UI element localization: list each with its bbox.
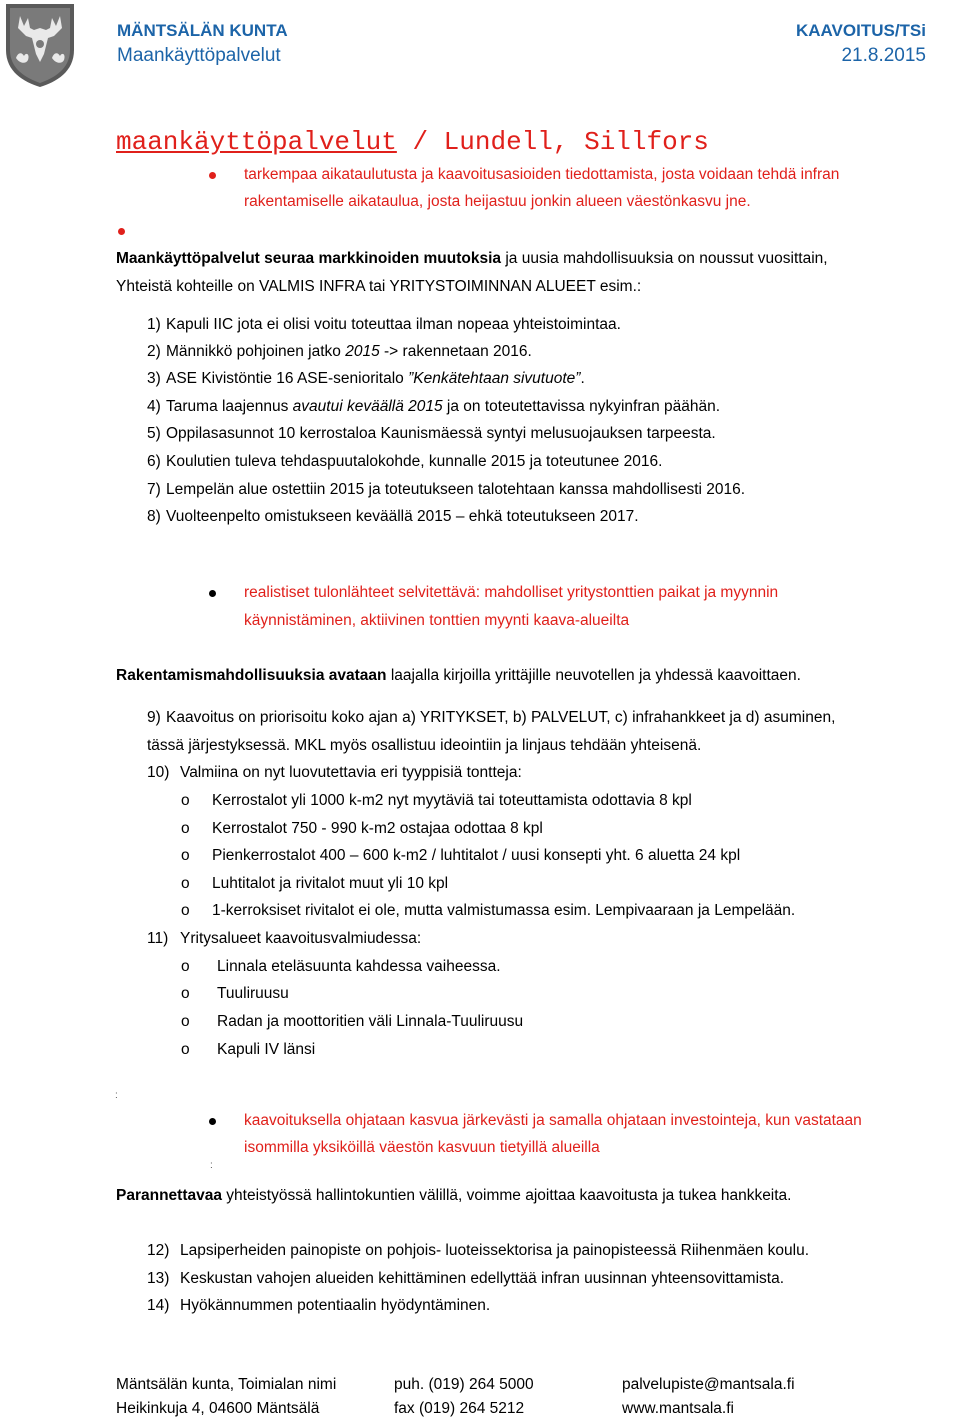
footer-phone: puh. (019) 264 5000 bbox=[394, 1376, 534, 1393]
colon-mark: : bbox=[210, 1160, 213, 1171]
sub-item: 1-kerroksiset rivitalot ei ole, mutta valmistumassa esim. Lempivaaraan ja Lempelään. bbox=[212, 902, 796, 919]
list-number: 13) bbox=[147, 1270, 170, 1287]
footer-website-link[interactable]: www.mantsala.fi bbox=[622, 1400, 734, 1417]
list-number: 2) bbox=[147, 343, 161, 360]
sub-marker: o bbox=[181, 985, 190, 1002]
bullet-marker bbox=[209, 590, 216, 597]
list-number: 14) bbox=[147, 1297, 170, 1314]
list-number: 7) bbox=[147, 481, 161, 498]
bullet1-line1: tarkempaa aikataulutusta ja kaavoitusasioiden tiedottamista, josta voidaan tehdä infran bbox=[244, 166, 840, 183]
item9-line1: Kaavoitus on priorisoitu koko ajan a) YRITYKSET, b) PALVELUT, c) infrahankkeet ja d) asuminen, bbox=[166, 709, 836, 726]
header-dept: Maankäyttöpalvelut bbox=[117, 45, 281, 66]
para3 bbox=[116, 1186, 792, 1206]
footer-org: Mäntsälän kunta, Toimialan nimi bbox=[116, 1376, 337, 1393]
coat-of-arms-logo bbox=[4, 2, 76, 88]
sub-marker: o bbox=[181, 1013, 190, 1030]
bullet-marker bbox=[209, 172, 216, 179]
sub-item: Radan ja moottoritien väli Linnala-Tuuliruusu bbox=[217, 1013, 524, 1030]
sub-marker: o bbox=[181, 958, 190, 975]
sub-marker: o bbox=[181, 1041, 190, 1058]
para1-rest: ja uusia mahdollisuuksia on noussut vuosittain, bbox=[501, 250, 828, 267]
bullet2-line1: realistiset tulonlähteet selvitettävä: mahdolliset yritystonttien paikat ja myynnin bbox=[244, 584, 779, 601]
list-number: 5) bbox=[147, 425, 161, 442]
list-item: Hyökännummen potentiaalin hyödyntäminen. bbox=[180, 1297, 491, 1314]
sub-marker: o bbox=[181, 792, 190, 809]
sub-item: Kerrostalot yli 1000 k-m2 nyt myytäviä tai toteuttamista odottavia 8 kpl bbox=[212, 792, 692, 809]
page-title bbox=[116, 127, 709, 157]
header-org: MÄNTSÄLÄN KUNTA bbox=[117, 21, 288, 40]
list-number: 3) bbox=[147, 370, 161, 387]
para1-bold: Maankäyttöpalvelut seuraa markkinoiden muutoksia bbox=[116, 250, 502, 267]
colon-mark: : bbox=[115, 1090, 118, 1101]
list-item: Koulutien tuleva tehdaspuutalokohde, kunnalle 2015 ja toteutunee 2016. bbox=[166, 453, 663, 470]
para2-rest: laajalla kirjoilla yrittäjille neuvotellen ja yhdessä kaavoittaen. bbox=[386, 667, 801, 684]
sub-item: Kapuli IV länsi bbox=[217, 1041, 316, 1058]
sub-item: Linnala eteläsuunta kahdessa vaiheessa. bbox=[217, 958, 501, 975]
list-item: Keskustan vahojen alueiden kehittäminen edellyttää infran uusinnan yhteensovittamista. bbox=[180, 1270, 785, 1287]
sub-marker: o bbox=[181, 820, 190, 837]
bullet1-line2: rakentamiselle aikataulua, josta heijastuu jonkin alueen väestönkasvu jne. bbox=[244, 193, 751, 210]
bullet3-line1: kaavoituksella ohjataan kasvua järkevästi ja samalla ohjataan investointeja, kun vastataan bbox=[244, 1112, 862, 1129]
item10-text: Valmiina on nyt luovutettavia eri tyyppisiä tontteja: bbox=[180, 764, 522, 781]
footer-email-link[interactable]: palvelupiste@mantsala.fi bbox=[622, 1376, 795, 1393]
title-link[interactable]: maankäyttöpalvelut bbox=[116, 127, 397, 157]
sub-item: Pienkerrostalot 400 – 600 k-m2 / luhtitalot / uusi konsepti yht. 6 aluetta 24 kpl bbox=[212, 847, 741, 864]
sub-marker: o bbox=[181, 902, 190, 919]
list-number: 8) bbox=[147, 508, 161, 525]
sub-marker: o bbox=[181, 875, 190, 892]
list-item: Taruma laajennus avautui keväällä 2015 ja on toteutettavissa nykyinfran päähän. bbox=[166, 398, 721, 415]
list-item: Vuolteenpelto omistukseen keväällä 2015 – ehkä toteutukseen 2017. bbox=[166, 508, 639, 525]
para3-rest: yhteistyössä hallintokuntien välillä, voimme ajoittaa kaavoitusta ja tukea hankkeita. bbox=[221, 1187, 792, 1204]
bullet-marker bbox=[209, 1118, 216, 1125]
footer-fax: fax (019) 264 5212 bbox=[394, 1400, 525, 1417]
bullet-marker-empty bbox=[118, 228, 125, 235]
list-number: 9) bbox=[147, 709, 161, 726]
list-item: Oppilasasunnot 10 kerrostaloa Kaunismäessä syntyi melusuojauksen tarpeesta. bbox=[166, 425, 716, 442]
list-item: Lempelän alue ostettiin 2015 ja toteutukseen talotehtaan kanssa mahdollisesti 2016. bbox=[166, 481, 746, 498]
sub-item: Tuuliruusu bbox=[217, 985, 289, 1002]
para2 bbox=[116, 666, 801, 686]
footer-address: Heikinkuja 4, 04600 Mäntsälä bbox=[116, 1400, 320, 1417]
title-rest: / Lundell, Sillfors bbox=[396, 127, 709, 157]
bullet3-line2: isommilla yksiköillä väestön kasvuun tietyillä alueilla bbox=[244, 1139, 600, 1156]
list-number: 4) bbox=[147, 398, 161, 415]
header-ref: KAAVOITUS/TSi bbox=[795, 21, 926, 40]
sub-item: Kerrostalot 750 - 990 k-m2 ostajaa odottaa 8 kpl bbox=[212, 820, 543, 837]
list-number: 1) bbox=[147, 316, 161, 333]
list-number: 10) bbox=[147, 764, 170, 781]
list-item: Kapuli IIC jota ei olisi voitu toteuttaa ilman nopeaa yhteistoimintaa. bbox=[166, 316, 621, 333]
list-number: 11) bbox=[147, 930, 169, 947]
bullet2-line2: käynnistäminen, aktiivinen tonttien myynti kaava-alueilta bbox=[244, 612, 630, 629]
para3-bold: Parannettavaa bbox=[116, 1187, 222, 1204]
list-number: 12) bbox=[147, 1242, 170, 1259]
header-date: 21.8.2015 bbox=[841, 45, 926, 66]
list-number: 6) bbox=[147, 453, 161, 470]
para1-line2: Yhteistä kohteille on VALMIS INFRA tai YRITYSTOIMINNAN ALUEET esim.: bbox=[116, 278, 642, 295]
sub-item: Luhtitalot ja rivitalot muut yli 10 kpl bbox=[212, 875, 449, 892]
sub-marker: o bbox=[181, 847, 190, 864]
list-item: ASE Kivistöntie 16 ASE-senioritalo ”Kenkätehtaan sivutuote”. bbox=[166, 370, 585, 387]
list-item: Männikkö pohjoinen jatko 2015 -> rakennetaan 2016. bbox=[166, 343, 532, 360]
para1-line1 bbox=[116, 249, 828, 269]
para2-bold: Rakentamismahdollisuuksia avataan bbox=[116, 667, 387, 684]
list-item: Lapsiperheiden painopiste on pohjois- luoteissektorisa ja painopisteessä Riihenmäen koulu. bbox=[180, 1242, 810, 1259]
item9-line2: tässä järjestyksessä. MKL myös osallistuu ideointiin ja linjaus tehdään yhteisenä. bbox=[147, 737, 702, 754]
item11-text: Yritysalueet kaavoitusvalmiudessa: bbox=[180, 930, 422, 947]
